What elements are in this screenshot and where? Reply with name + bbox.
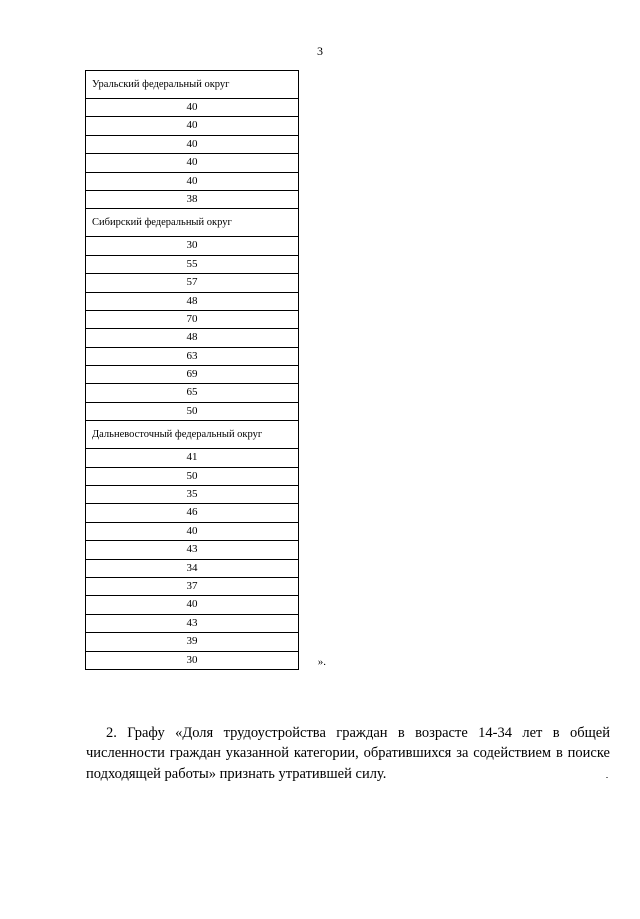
value-cell: 40 [186, 174, 198, 187]
table-row [86, 504, 299, 522]
table-row [86, 596, 299, 614]
value-cell: 40 [186, 598, 198, 611]
value-cell: 43 [186, 616, 198, 629]
value-cell: 40 [186, 137, 198, 150]
value-cell: 41 [186, 451, 198, 464]
table-row [86, 541, 299, 559]
value-cell: 37 [186, 579, 198, 592]
table-row [86, 633, 299, 651]
table-row [86, 329, 299, 347]
table-row [86, 99, 299, 117]
table-row [86, 274, 299, 292]
table-row [86, 652, 326, 670]
value-cell: 55 [186, 257, 198, 270]
table-row [86, 523, 299, 541]
value-cell: 34 [186, 561, 198, 574]
value-cell: 43 [186, 543, 198, 556]
table-row [86, 486, 299, 504]
value-cell: 30 [186, 653, 198, 666]
table-row [86, 256, 299, 274]
table-row [86, 136, 299, 154]
table-row [86, 560, 299, 578]
table-row [86, 311, 299, 329]
amendment-paragraph: 2. Графу «Доля трудоустройства граждан в возрасте 14-34 лет в общей численности граждан указанной категории, обратившихся за содействием в поиске подходящей работы» признать утратившей силу. [86, 724, 610, 782]
value-cell: 46 [186, 506, 198, 519]
table-row [86, 403, 299, 421]
value-cell: 48 [186, 294, 198, 307]
value-cell: 50 [186, 469, 198, 482]
table-row [86, 366, 299, 384]
table-row [86, 468, 299, 486]
value-cell: 57 [186, 276, 198, 289]
table-row [86, 154, 299, 172]
table-row [86, 117, 299, 135]
page-number: 3 [317, 44, 323, 58]
value-cell: 39 [186, 635, 198, 648]
value-cell: 40 [186, 119, 198, 132]
value-cell: 50 [186, 404, 198, 417]
scan-artifact [606, 777, 608, 778]
table-row [86, 191, 299, 209]
section-header: Уральский федеральный округ [86, 71, 299, 99]
value-cell: 40 [186, 524, 198, 537]
value-cell: 48 [186, 331, 198, 344]
value-cell: 65 [186, 386, 198, 399]
table-row [86, 578, 299, 596]
indicator-table [85, 70, 326, 670]
table-row [86, 173, 299, 191]
table-row [86, 348, 299, 366]
value-cell: 63 [186, 349, 198, 362]
value-cell: 30 [186, 239, 198, 252]
table-row [86, 237, 299, 255]
value-cell: 40 [186, 156, 198, 169]
value-cell: 38 [186, 192, 198, 205]
table-row [86, 293, 299, 311]
value-cell: 40 [186, 101, 198, 113]
value-cell: 69 [186, 368, 198, 381]
value-cell: 35 [186, 488, 198, 501]
table-row [86, 384, 299, 402]
table-row [86, 615, 299, 633]
value-cell: 70 [186, 312, 198, 325]
section-header: Дальневосточный федеральный округ [86, 421, 299, 449]
table-row [86, 449, 299, 467]
closing-quote: ». [317, 655, 326, 668]
section-header: Сибирский федеральный округ [86, 209, 299, 237]
